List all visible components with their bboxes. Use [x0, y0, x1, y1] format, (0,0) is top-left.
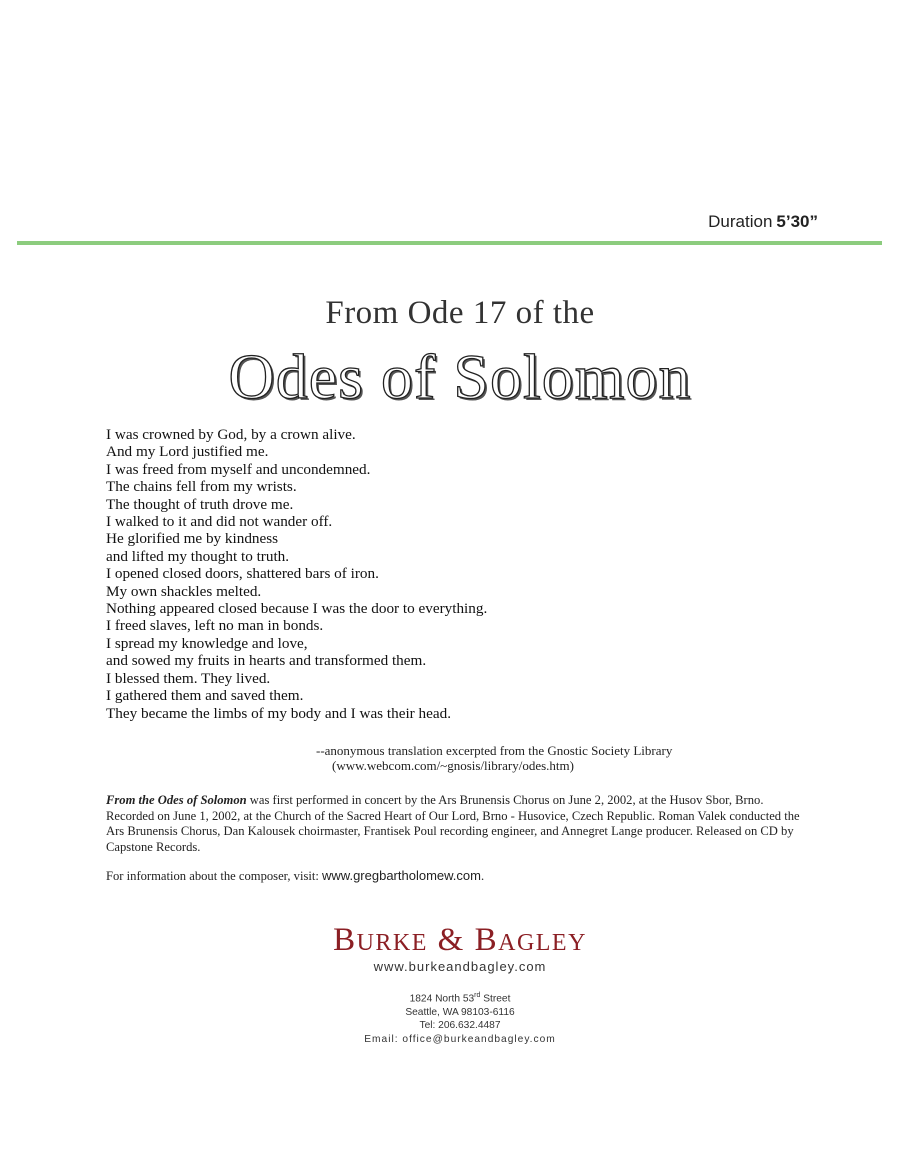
poem-line: Nothing appeared closed because I was the door to everything.: [106, 600, 488, 618]
address-prefix: 1824 North 53: [409, 993, 475, 1005]
poem-line: The chains fell from my wrists.: [106, 478, 297, 496]
address-phone: Tel: 206.632.4487: [419, 1020, 501, 1032]
poem-line: I freed slaves, left no man in bonds.: [106, 617, 324, 635]
poem-line: I walked to it and did not wander off.: [106, 513, 333, 531]
poem-line: I blessed them. They lived.: [106, 669, 271, 687]
subtitle: From Ode 17 of the: [325, 295, 595, 331]
performance-text: was first performed in concert by the Ars Brunensis Chorus on June 2, 2002, at the Husov Sbor, Brno. Recorded on June 1, 2002, at the Church of the Sacred Heart of Our Lord, Brno - Husovice, Czech Republic. Roman Valek conducted the Ars Brunensis Chorus, Dan Kalousek choirmaster, Frantisek Poul recording engineer, and Annegret Lange producer. Released on CD by Capstone Records.: [106, 793, 800, 854]
poem-line: and sowed my fruits in hearts and transformed them.: [106, 652, 427, 670]
attribution-url: (www.webcom.com/~gnosis/library/odes.htm): [332, 758, 574, 773]
address-email[interactable]: Email: office@burkeandbagley.com: [364, 1033, 556, 1045]
work-title: From the Odes of Solomon: [106, 793, 247, 807]
address-superscript: rd: [474, 992, 481, 999]
poem-line: He glorified me by kindness: [106, 530, 279, 548]
poem-line: And my Lord justified me.: [106, 443, 269, 461]
address-street: [0, 989, 900, 1006]
page-title: Odes of Solomon: [228, 341, 692, 412]
duration: [708, 212, 818, 232]
poem-line: They became the limbs of my body and I was their head.: [106, 704, 451, 722]
poem-line: I opened closed doors, shattered bars of iron.: [106, 565, 379, 583]
publisher-name-2: AGLEY: [498, 930, 587, 956]
attribution-source: --anonymous translation excerpted from the Gnostic Society Library: [316, 743, 673, 758]
address-city: Seattle, WA 98103-6116: [405, 1006, 515, 1018]
publisher-website-link[interactable]: www.burkeandbagley.com: [373, 959, 547, 974]
publisher-ampersand: &: [427, 922, 475, 958]
header-divider: [17, 241, 882, 245]
poem-line: I spread my knowledge and love,: [106, 634, 308, 652]
poem-line: My own shackles melted.: [106, 582, 262, 600]
publisher-address: [0, 989, 900, 1046]
poem-line: I was crowned by God, by a crown alive.: [106, 426, 356, 443]
publisher-name-1: URKE: [356, 930, 428, 956]
poem-text: [106, 426, 806, 722]
poem-line: The thought of truth drove me.: [106, 495, 294, 513]
attribution: [316, 743, 796, 773]
info-text: For information about the composer, visit:: [106, 869, 323, 883]
publisher-initial-2: B: [474, 922, 499, 958]
info-end: .: [480, 869, 485, 883]
composer-website-link[interactable]: www.gregbartholomew.com: [322, 868, 481, 883]
performance-notes: [106, 793, 806, 855]
address-suffix: Street: [480, 993, 511, 1005]
poem-line: and lifted my thought to truth.: [106, 547, 290, 565]
poem-line: I gathered them and saved them.: [106, 687, 304, 705]
composer-info: [106, 868, 806, 884]
publisher-initial-1: B: [333, 922, 357, 958]
duration-label: Duration: [708, 212, 773, 231]
poem-line: I was freed from myself and uncondemned.: [106, 460, 371, 478]
publisher-logo: [0, 922, 900, 959]
duration-value: 5’30”: [776, 212, 818, 231]
